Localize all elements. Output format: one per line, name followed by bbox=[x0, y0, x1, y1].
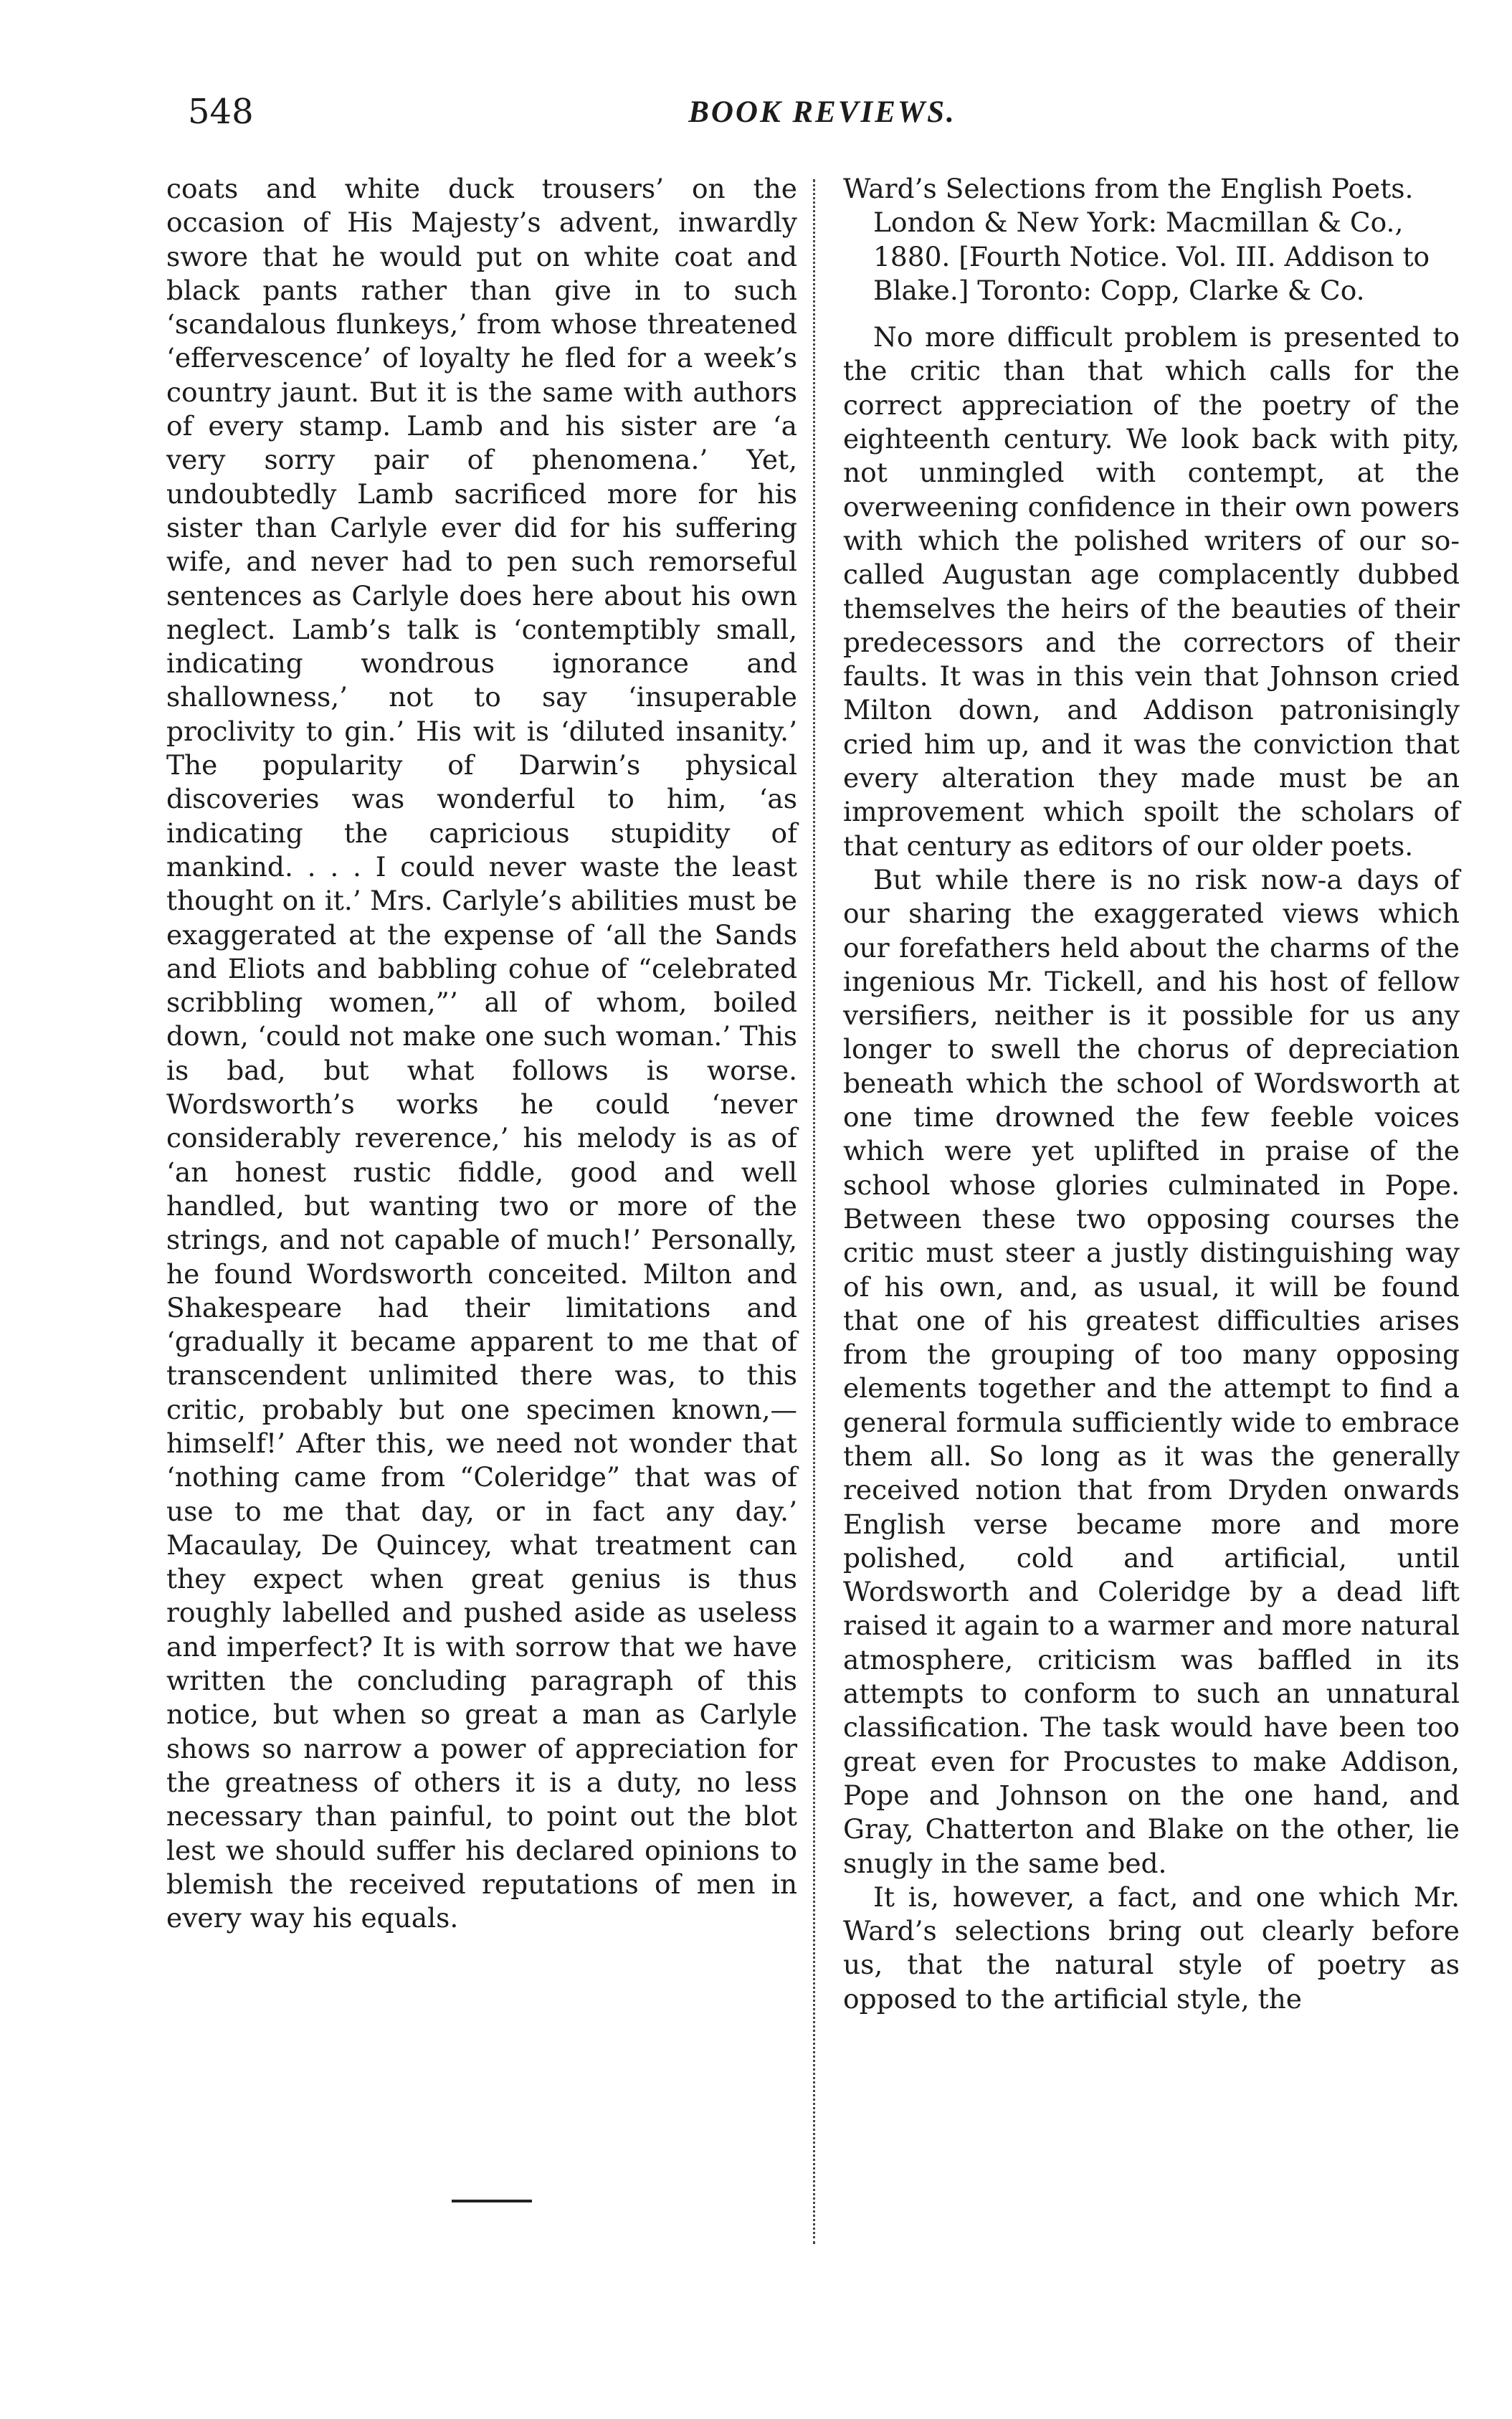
section-end-rule bbox=[452, 2200, 532, 2202]
review-citation: Ward’s Selections from the English Poets. London & New York: Macmillan & Co., 1880. [Fourth Notice. Vol. III. Addison to Blake.] Toronto: Copp, Clarke & Co. bbox=[843, 173, 1430, 306]
right-paragraph-2: But while there is no risk now-a days of our sharing the exaggerated views which our forefathers held about the charms of the ingenious Mr. Tickell, and his host of fellow versifiers, neither is it possible for us any longer to swell the chorus of depreciation beneath which the school of Wordsworth at one time drowned the few feeble voices which were yet uplifted in praise of the school whose glories culminated in Pope. Between these two opposing courses the critic must steer a justly distinguishing way of his own, and, as usual, it will be found that one of his greatest difficulties arises from the grouping of too many opposing elements together and the attempt to find a general formula sufficiently wide to embrace them all. So long as it was the generally received notion that from Dryden onwards English verse became more and more polished, cold and artificial, until Wordsworth and Coleridge by a dead lift raised it again to a warmer and more natural atmosphere, criticism was baffled in its attempts to conform to such an unnatural classification. The task would have been too great even for Procustes to make Addison, Pope and Johnson on the one hand, and Gray, Chatterton and Blake on the other, lie snugly in the same bed. bbox=[843, 863, 1460, 1879]
running-head: BOOK REVIEWS. bbox=[688, 95, 956, 129]
right-paragraph-3: It is, however, a fact, and one which Mr. Ward’s selections bring out clearly before us, that the natural style of poetry as opposed to the artificial style, the bbox=[843, 1881, 1460, 2015]
right-paragraph-1: No more difficult problem is presented to the critic than that which calls for the correct appreciation of the poetry of the eighteenth century. We look back with pity, not unmingled with contempt, at the overweening confidence in their own powers with which the polished writers of our so-called Augustan age complacently dubbed themselves the heirs of the beauties of their predecessors and the correctors of their faults. It was in this vein that Johnson cried Milton down, and Addison patronisingly cried him up, and it was the conviction that every alteration they made must be an improvement which spoilt the scholars of that century as editors of our older poets. bbox=[843, 321, 1460, 862]
page-number: 548 bbox=[188, 92, 254, 132]
page-header bbox=[188, 92, 1457, 149]
right-column bbox=[843, 172, 1460, 2016]
left-column bbox=[166, 172, 797, 1935]
left-paragraph: coats and white duck trousers’ on the occasion of His Majesty’s advent, inwardly swore that he would put on white coat and black pants rather than give in to such ‘scandalous flunkeys,’ from whose threatened ‘effervescence’ of loyalty he fled for a week’s country jaunt. But it is the same with authors of every stamp. Lamb and his sister are ‘a very sorry pair of phenomena.’ Yet, undoubtedly Lamb sacrificed more for his sister than Carlyle ever did for his suffering wife, and never had to pen such remorseful sentences as Carlyle does here about his own neglect. Lamb’s talk is ‘contemptibly small, indicating wondrous ignorance and shallowness,’ not to say ‘insuperable proclivity to gin.’ His wit is ‘diluted insanity.’ The popularity of Darwin’s physical discoveries was wonderful to him, ‘as indicating the capricious stupidity of mankind. . . . I could never waste the least thought on it.’ Mrs. Carlyle’s abilities must be exaggerated at the expense of ‘all the Sands and Eliots and babbling cohue of “celebrated scribbling women,”’ all of whom, boiled down, ‘could not make one such woman.’ This is bad, but what follows is worse. Wordsworth’s works he could ‘never considerably reverence,’ his melody is as of ‘an honest rustic fiddle, good and well handled, but wanting two or more of the strings, and not capable of much!’ Personally, he found Wordsworth conceited. Milton and Shakespeare had their limitations and ‘gradually it became apparent to me that of transcendent unlimited there was, to this critic, probably but one specimen known,—himself!’ After this, we need not wonder that ‘nothing came from “Coleridge” that was of use to me that day, or in fact any day.’ Macaulay, De Quincey, what treatment can they expect when great genius is thus roughly labelled and pushed aside as useless and imperfect? It is with sorrow that we have written the concluding paragraph of this notice, but when so great a man as Carlyle shows so narrow a power of appreciation for the greatness of others it is a duty, no less necessary than painful, to point out the blot lest we should suffer his declared opinions to blemish the received reputations of men in every way his equals. bbox=[166, 173, 797, 1934]
column-divider bbox=[813, 179, 815, 2244]
